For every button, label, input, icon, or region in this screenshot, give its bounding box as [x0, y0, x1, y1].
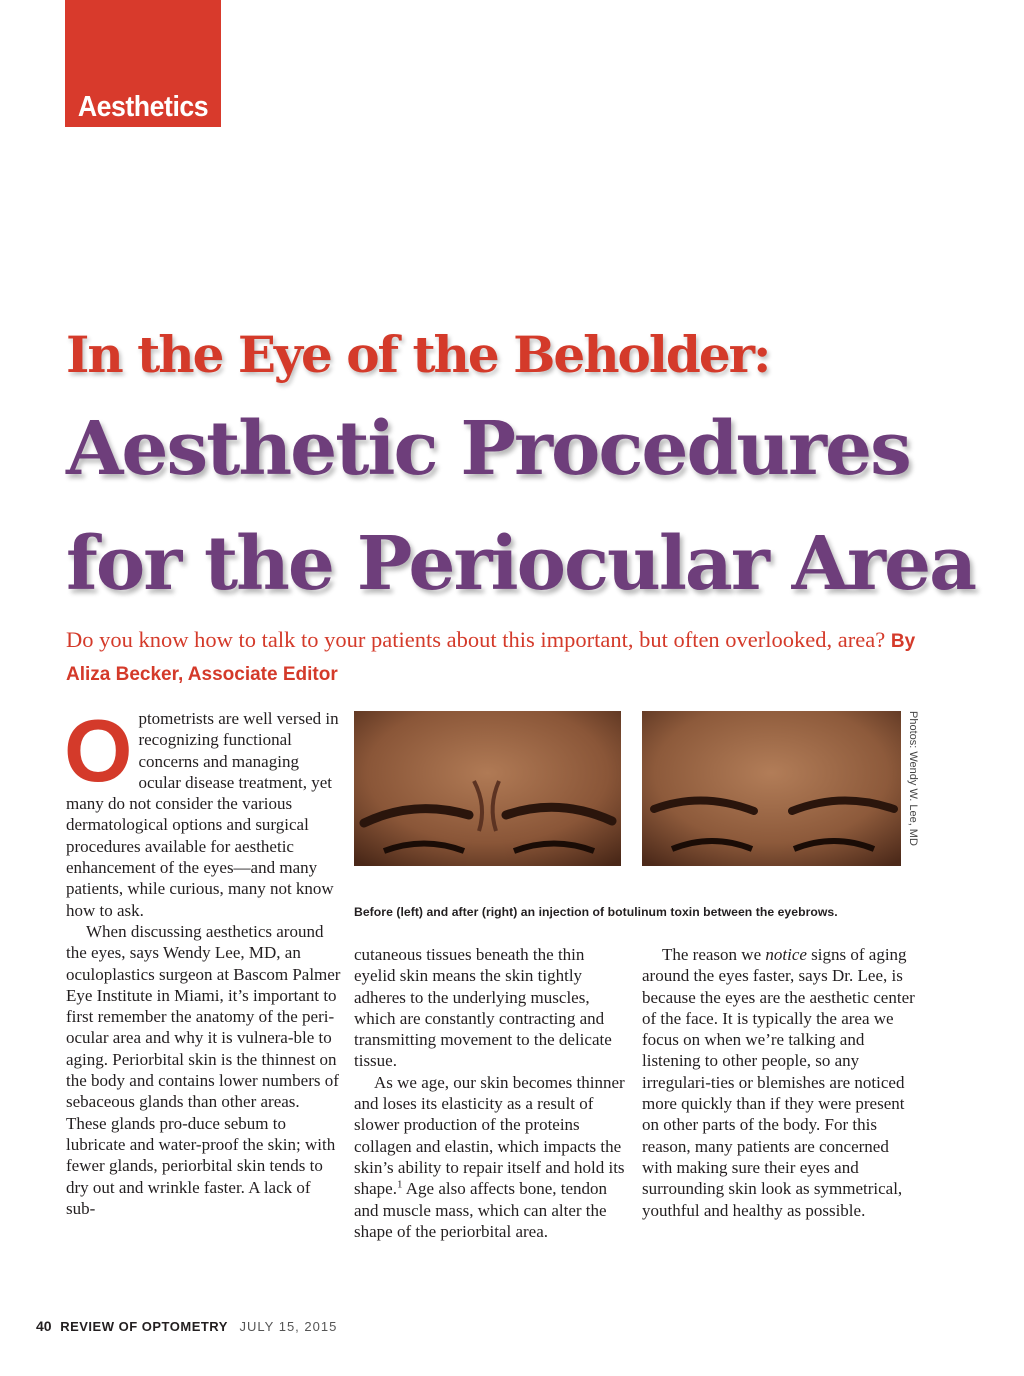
- drop-cap: O: [64, 701, 133, 800]
- title-line-1: In the Eye of the Beholder:: [66, 325, 770, 384]
- paragraph-4-text: As we age, our skin becomes thinner and loses its elasticity as a result of slower production of the proteins collagen and elastin, which impacts the skin’s ability to repair itself and hold its shape.: [354, 1072, 625, 1199]
- photo-after: [642, 711, 901, 866]
- after-face-image: [642, 711, 901, 866]
- paragraph-5-rest: signs of aging around the eyes faster, says Dr. Lee, is because the eyes are the aesthetic center of the face. It is typically the area we focus on when we’re talking and listening to other people, so any irregulari-ties or blemishes are noticed more quickly than if they were present on other parts of the body. For this reason, many patients are concerned with making sure their eyes and surrounding skin look as symmetrical, youthful and healthy as possible.: [642, 945, 915, 1220]
- paragraph-5-start: The reason we: [662, 945, 762, 964]
- column-3: [642, 944, 917, 1221]
- title-line-3: for the Periocular Area: [66, 521, 976, 607]
- section-tab: [65, 0, 221, 127]
- deck: [66, 624, 946, 690]
- photo-credit: [904, 711, 922, 846]
- paragraph-2: When discussing aesthetics around the eyes, says Wendy Lee, MD, an oculoplastics surgeon at Bascom Palmer Eye Institute in Miami, it’s important to first remember the anatomy of the peri-ocular area and why it is vulnera-ble to aging. Periorbital skin is the thinnest on the body and contains lower numbers of sebaceous glands than other areas. These glands pro-duce sebum to lubricate and water-proof the skin; with fewer glands, periorbital skin tends to dry out and wrinkle faster. A lack of sub-: [66, 921, 341, 1218]
- byline: By Aliza Becker, Associate Editor: [66, 631, 916, 685]
- paragraph-1: [64, 701, 341, 921]
- page-number: 40: [36, 1318, 52, 1334]
- magazine-name: REVIEW OF OPTOMETRY: [60, 1319, 228, 1334]
- paragraph-1-text: ptometrists are well versed in recognizing functional concerns and managing ocular disease treatment, yet many do not consider the various dermatological options and surgical procedures available for aesthetic enhancement of the eyes—and many patients, while curious, many not know how to ask.: [66, 709, 339, 920]
- title-line-2: Aesthetic Procedures: [66, 406, 910, 492]
- paragraph-4: [354, 1072, 629, 1242]
- photo-credit-text: Photos: Wendy W. Lee, MD: [907, 711, 919, 846]
- paragraph-5-emphasis: notice: [765, 945, 807, 964]
- paragraph-5: [642, 944, 917, 1221]
- page-footer: [36, 1318, 337, 1334]
- photo-caption: Before (left) and after (right) an injection of botulinum toxin between the eyebrows.: [354, 905, 838, 919]
- paragraph-4-tail: Age also affects bone, tendon and muscle mass, which can alter the shape of the periorbital area.: [354, 1179, 608, 1241]
- issue-date: JULY 15, 2015: [239, 1319, 338, 1334]
- paragraph-3: cutaneous tissues beneath the thin eyelid skin means the skin tightly adheres to the underlying muscles, which are constantly contracting and transmitting movement to the delicate tissue.: [354, 945, 612, 1071]
- before-face-image: [354, 711, 621, 866]
- column-1: [64, 701, 341, 1219]
- reference-1: 1: [396, 1178, 403, 1191]
- deck-text: Do you know how to talk to your patients about this important, but often overlooked, area?: [66, 627, 886, 652]
- section-label: Aesthetics: [77, 91, 209, 123]
- photo-before: [354, 711, 621, 866]
- column-2: [354, 944, 629, 1242]
